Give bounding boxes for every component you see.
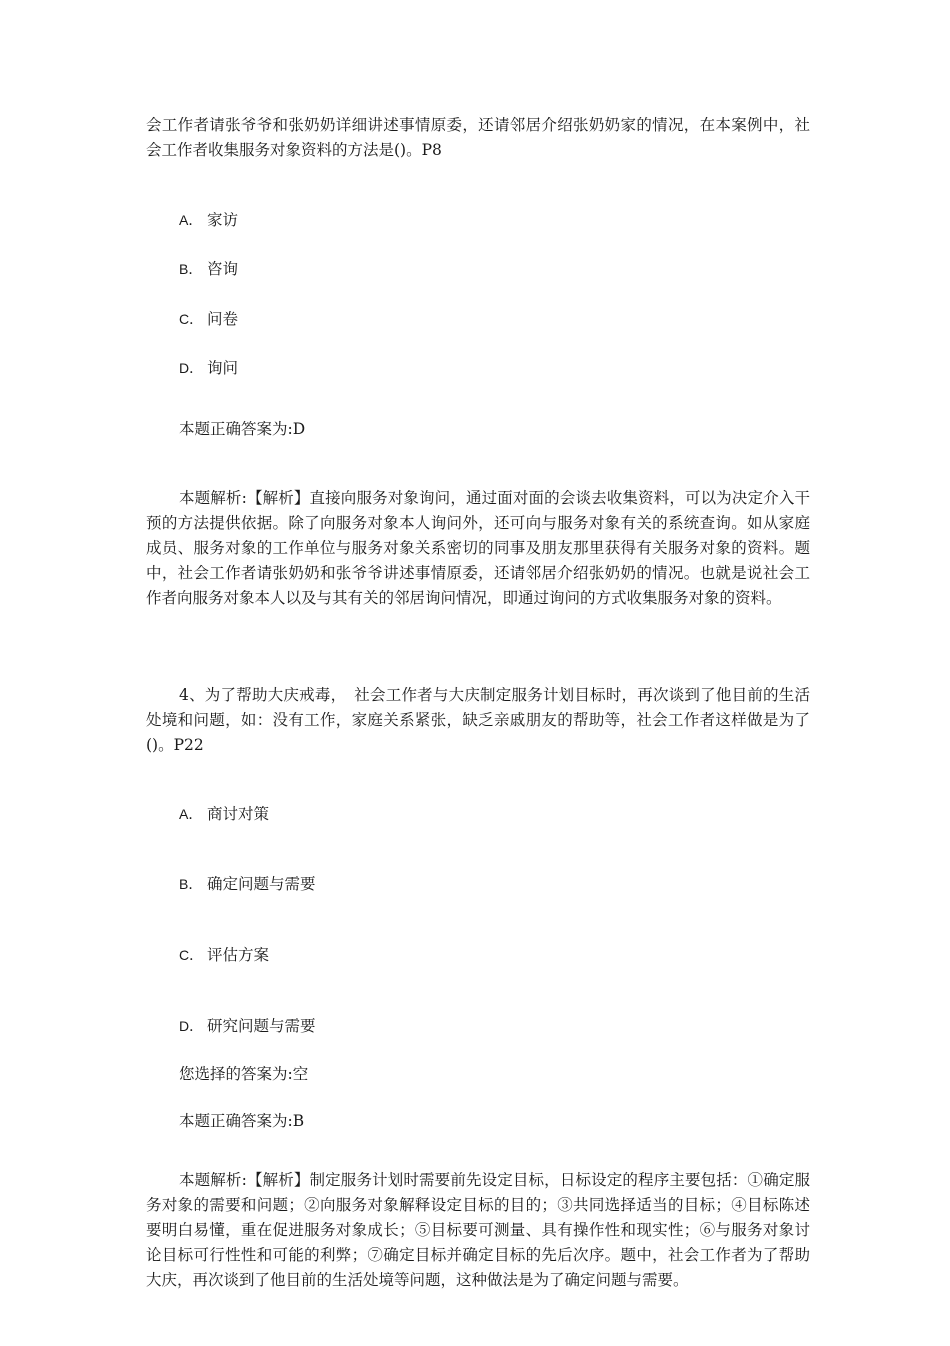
question-3-option-b <box>179 257 238 282</box>
question-4-option-c <box>179 943 269 968</box>
question-3-option-d <box>179 356 238 381</box>
option-text: 咨询 <box>207 260 239 278</box>
question-4-selected-answer: 您选择的答案为:空 <box>179 1065 309 1083</box>
question-4-option-b <box>179 872 316 897</box>
option-text: 询问 <box>207 359 239 377</box>
option-letter: D． <box>179 360 204 376</box>
option-text: 问卷 <box>207 310 239 328</box>
question-4-correct-answer: 本题正确答案为:B <box>179 1112 305 1130</box>
option-text: 研究问题与需要 <box>207 1017 316 1035</box>
question-3-stem: 会工作者请张爷爷和张奶奶详细讲述事情原委，还请邻居介绍张奶奶家的情况，在本案例中，社会工作者收集服务对象资料的方法是()。P8 <box>146 116 810 159</box>
option-letter: B． <box>179 876 203 892</box>
option-text: 家访 <box>207 211 239 229</box>
option-letter: B． <box>179 261 203 277</box>
question-4-option-d <box>179 1014 316 1039</box>
option-letter: A． <box>179 212 203 228</box>
question-4-analysis: 本题解析:【解析】制定服务计划时需要前先设定目标，日标设定的程序主要包括：①确定服务对象的需要和问题；②向服务对象解释设定目标的目的；③共同选择适当的目标；④目标陈述要明白易懂，重在促进服务对象成长；⑤目标要可测量、具有操作性和现实性；⑥与服务对象讨论目标可行性性和可能的利弊；⑦确定目标并确定目标的先后次序。题中，社会工作者为了帮助大庆，再次谈到了他目前的生活处境等问题，这种做法是为了确定问题与需要。 <box>146 1171 810 1289</box>
question-3-analysis: 本题解析:【解析】直接向服务对象询问，通过面对面的会谈去收集资料，可以为决定介入干预的方法提供依据。除了向服务对象本人询问外，还可向与服务对象有关的系统查询。如从家庭成员、服务对象的工作单位与服务对象关系密切的同事及朋友那里获得有关服务对象的资料。题中，社会工作者请张奶奶和张爷爷讲述事情原委，还请邻居介绍张奶奶的情况。也就是说社会工作者向服务对象本人以及与其有关的邻居询问情况，即通过询问的方式收集服务对象的资料。 <box>146 489 810 607</box>
question-4-stem: 4、为了帮助大庆戒毒， 社会工作者与大庆制定服务计划目标时，再次谈到了他目前的生活处境和问题，如：没有工作，家庭关系紧张，缺乏亲戚朋友的帮助等，社会工作者这样做是为了()。P22 <box>146 686 810 754</box>
option-letter: C． <box>179 311 204 327</box>
option-letter: D． <box>179 1018 204 1034</box>
question-4-option-a <box>179 802 269 827</box>
option-letter: A． <box>179 806 203 822</box>
question-3-correct-answer: 本题正确答案为:D <box>179 420 306 438</box>
option-letter: C． <box>179 947 204 963</box>
option-text: 商讨对策 <box>207 805 270 823</box>
question-3-option-c <box>179 307 238 332</box>
option-text: 确定问题与需要 <box>207 875 316 893</box>
option-text: 评估方案 <box>207 946 270 964</box>
question-3-option-a <box>179 208 238 233</box>
